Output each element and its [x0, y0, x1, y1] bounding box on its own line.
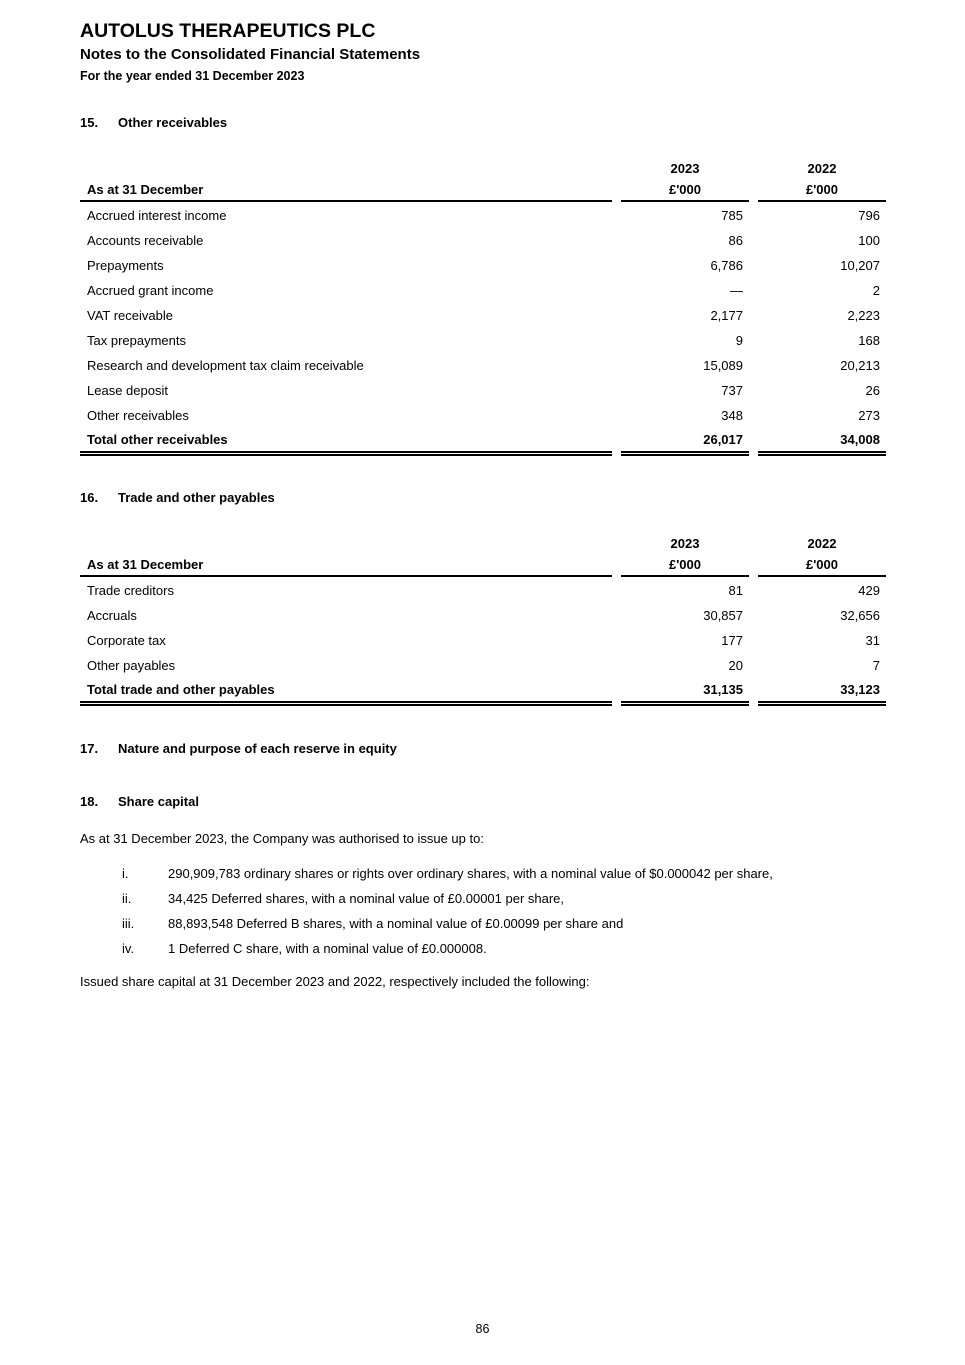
value-2023: 9 — [735, 332, 743, 348]
list-item — [80, 861, 886, 886]
row-label: Other payables — [87, 657, 176, 673]
total-value-2023: 26,017 — [621, 427, 749, 456]
value-2022: 2,223 — [847, 307, 880, 323]
share-capital-intro: As at 31 December 2023, the Company was authorised to issue up to: — [80, 831, 484, 846]
list-item-text: 290,909,783 ordinary shares or rights over ordinary shares, with a nominal value of $0.000042 per share, — [168, 865, 773, 881]
total-value-2022: 33,123 — [758, 677, 886, 706]
table-row — [80, 627, 886, 652]
value-2022: 168 — [858, 332, 880, 348]
row-label: Tax prepayments — [87, 332, 186, 348]
note15-heading — [80, 115, 886, 131]
page-content — [80, 20, 886, 990]
row-header-label: As at 31 December — [80, 552, 612, 577]
value-2022: 2 — [872, 282, 880, 298]
total-row — [80, 427, 886, 456]
units-2023-header: £'000 — [621, 552, 749, 577]
table-row — [80, 652, 886, 677]
total-label: Total other receivables — [80, 427, 612, 456]
issued-share-capital-line: Issued share capital at 31 December 2023 and 2022, respectively included the following: — [80, 973, 590, 989]
list-item-numeral: iv. — [122, 940, 135, 956]
list-item-numeral: i. — [122, 865, 129, 881]
value-2023: 785 — [721, 207, 743, 223]
row-label: Lease deposit — [87, 382, 168, 398]
note15-title: Other receivables — [118, 115, 228, 130]
total-row — [80, 677, 886, 706]
table-row — [80, 352, 886, 377]
note16-title: Trade and other payables — [118, 490, 275, 505]
row-label: Accrued grant income — [87, 282, 214, 298]
value-2023: 6,786 — [710, 257, 743, 273]
row-label: Corporate tax — [87, 632, 166, 648]
page-number: 86 — [475, 1322, 490, 1336]
value-2023: 15,089 — [703, 357, 743, 373]
value-2022: 796 — [858, 207, 880, 223]
empty-cell — [80, 156, 612, 177]
units-2022-header: £'000 — [758, 552, 886, 577]
row-label: Accruals — [87, 607, 137, 623]
row-label: Trade creditors — [87, 582, 174, 598]
value-2022: 20,213 — [840, 357, 880, 373]
note17-heading — [80, 741, 886, 757]
table-row — [80, 277, 886, 302]
list-item-text: 1 Deferred C share, with a nominal value of £0.000008. — [168, 940, 487, 956]
row-label: Prepayments — [87, 257, 164, 273]
value-2023: 86 — [728, 232, 743, 248]
value-2022: 273 — [858, 407, 880, 423]
list-item — [80, 886, 886, 911]
note18-title: Share capital — [118, 794, 199, 809]
value-2022: 100 — [858, 232, 880, 248]
value-2023: 177 — [721, 632, 743, 648]
note17-number: 17. — [80, 741, 99, 756]
table-row — [80, 577, 886, 602]
total-value-2022: 34,008 — [758, 427, 886, 456]
value-2023: 81 — [728, 582, 743, 598]
table-row — [80, 327, 886, 352]
note16-number: 16. — [80, 490, 99, 505]
authorised-shares-list — [80, 861, 886, 961]
table-row — [80, 377, 886, 402]
value-2022: 429 — [858, 582, 880, 598]
value-2023: — — [730, 282, 743, 298]
value-2023: 737 — [721, 382, 743, 398]
value-2023: 30,857 — [703, 607, 743, 623]
units-2023-header: £'000 — [621, 177, 749, 202]
value-2022: 7 — [872, 657, 880, 673]
other-receivables-table — [80, 156, 886, 456]
empty-cell — [80, 531, 612, 552]
company-name: AUTOLUS THERAPEUTICS PLC — [80, 20, 376, 42]
list-item-text: 88,893,548 Deferred B shares, with a nominal value of £0.00099 per share and — [168, 915, 624, 931]
total-label: Total trade and other payables — [80, 677, 612, 706]
year-2022-header: 2022 — [807, 536, 837, 551]
value-2022: 26 — [865, 382, 880, 398]
table-units-row — [80, 177, 886, 202]
value-2023: 20 — [728, 657, 743, 673]
table-years-row — [80, 531, 886, 552]
note15-number: 15. — [80, 115, 99, 130]
table-row — [80, 202, 886, 227]
table-row — [80, 402, 886, 427]
list-item-numeral: iii. — [122, 915, 135, 931]
table-row — [80, 252, 886, 277]
table-years-row — [80, 156, 886, 177]
row-label: Accounts receivable — [87, 232, 204, 248]
row-label: Accrued interest income — [87, 207, 227, 223]
period-line: For the year ended 31 December 2023 — [80, 69, 305, 83]
note17-title: Nature and purpose of each reserve in equity — [118, 741, 397, 756]
row-label: VAT receivable — [87, 307, 173, 323]
total-value-2023: 31,135 — [621, 677, 749, 706]
table-row — [80, 302, 886, 327]
row-label: Other receivables — [87, 407, 189, 423]
row-label: Research and development tax claim receivable — [87, 357, 364, 373]
table-row — [80, 227, 886, 252]
year-2023-header: 2023 — [670, 161, 700, 176]
year-2022-header: 2022 — [807, 161, 837, 176]
list-item — [80, 936, 886, 961]
list-item-text: 34,425 Deferred shares, with a nominal value of £0.00001 per share, — [168, 890, 565, 906]
row-header-label: As at 31 December — [80, 177, 612, 202]
note18-number: 18. — [80, 794, 99, 809]
note18-heading — [80, 794, 886, 810]
trade-payables-table — [80, 531, 886, 706]
value-2023: 348 — [721, 407, 743, 423]
list-item-numeral: ii. — [122, 890, 132, 906]
note16-heading — [80, 490, 886, 506]
list-item — [80, 911, 886, 936]
value-2022: 32,656 — [840, 607, 880, 623]
value-2023: 2,177 — [710, 307, 743, 323]
table-row — [80, 602, 886, 627]
value-2022: 31 — [865, 632, 880, 648]
units-2022-header: £'000 — [758, 177, 886, 202]
value-2022: 10,207 — [840, 257, 880, 273]
table-units-row — [80, 552, 886, 577]
year-2023-header: 2023 — [670, 536, 700, 551]
document-title: Notes to the Consolidated Financial Statements — [80, 46, 421, 63]
